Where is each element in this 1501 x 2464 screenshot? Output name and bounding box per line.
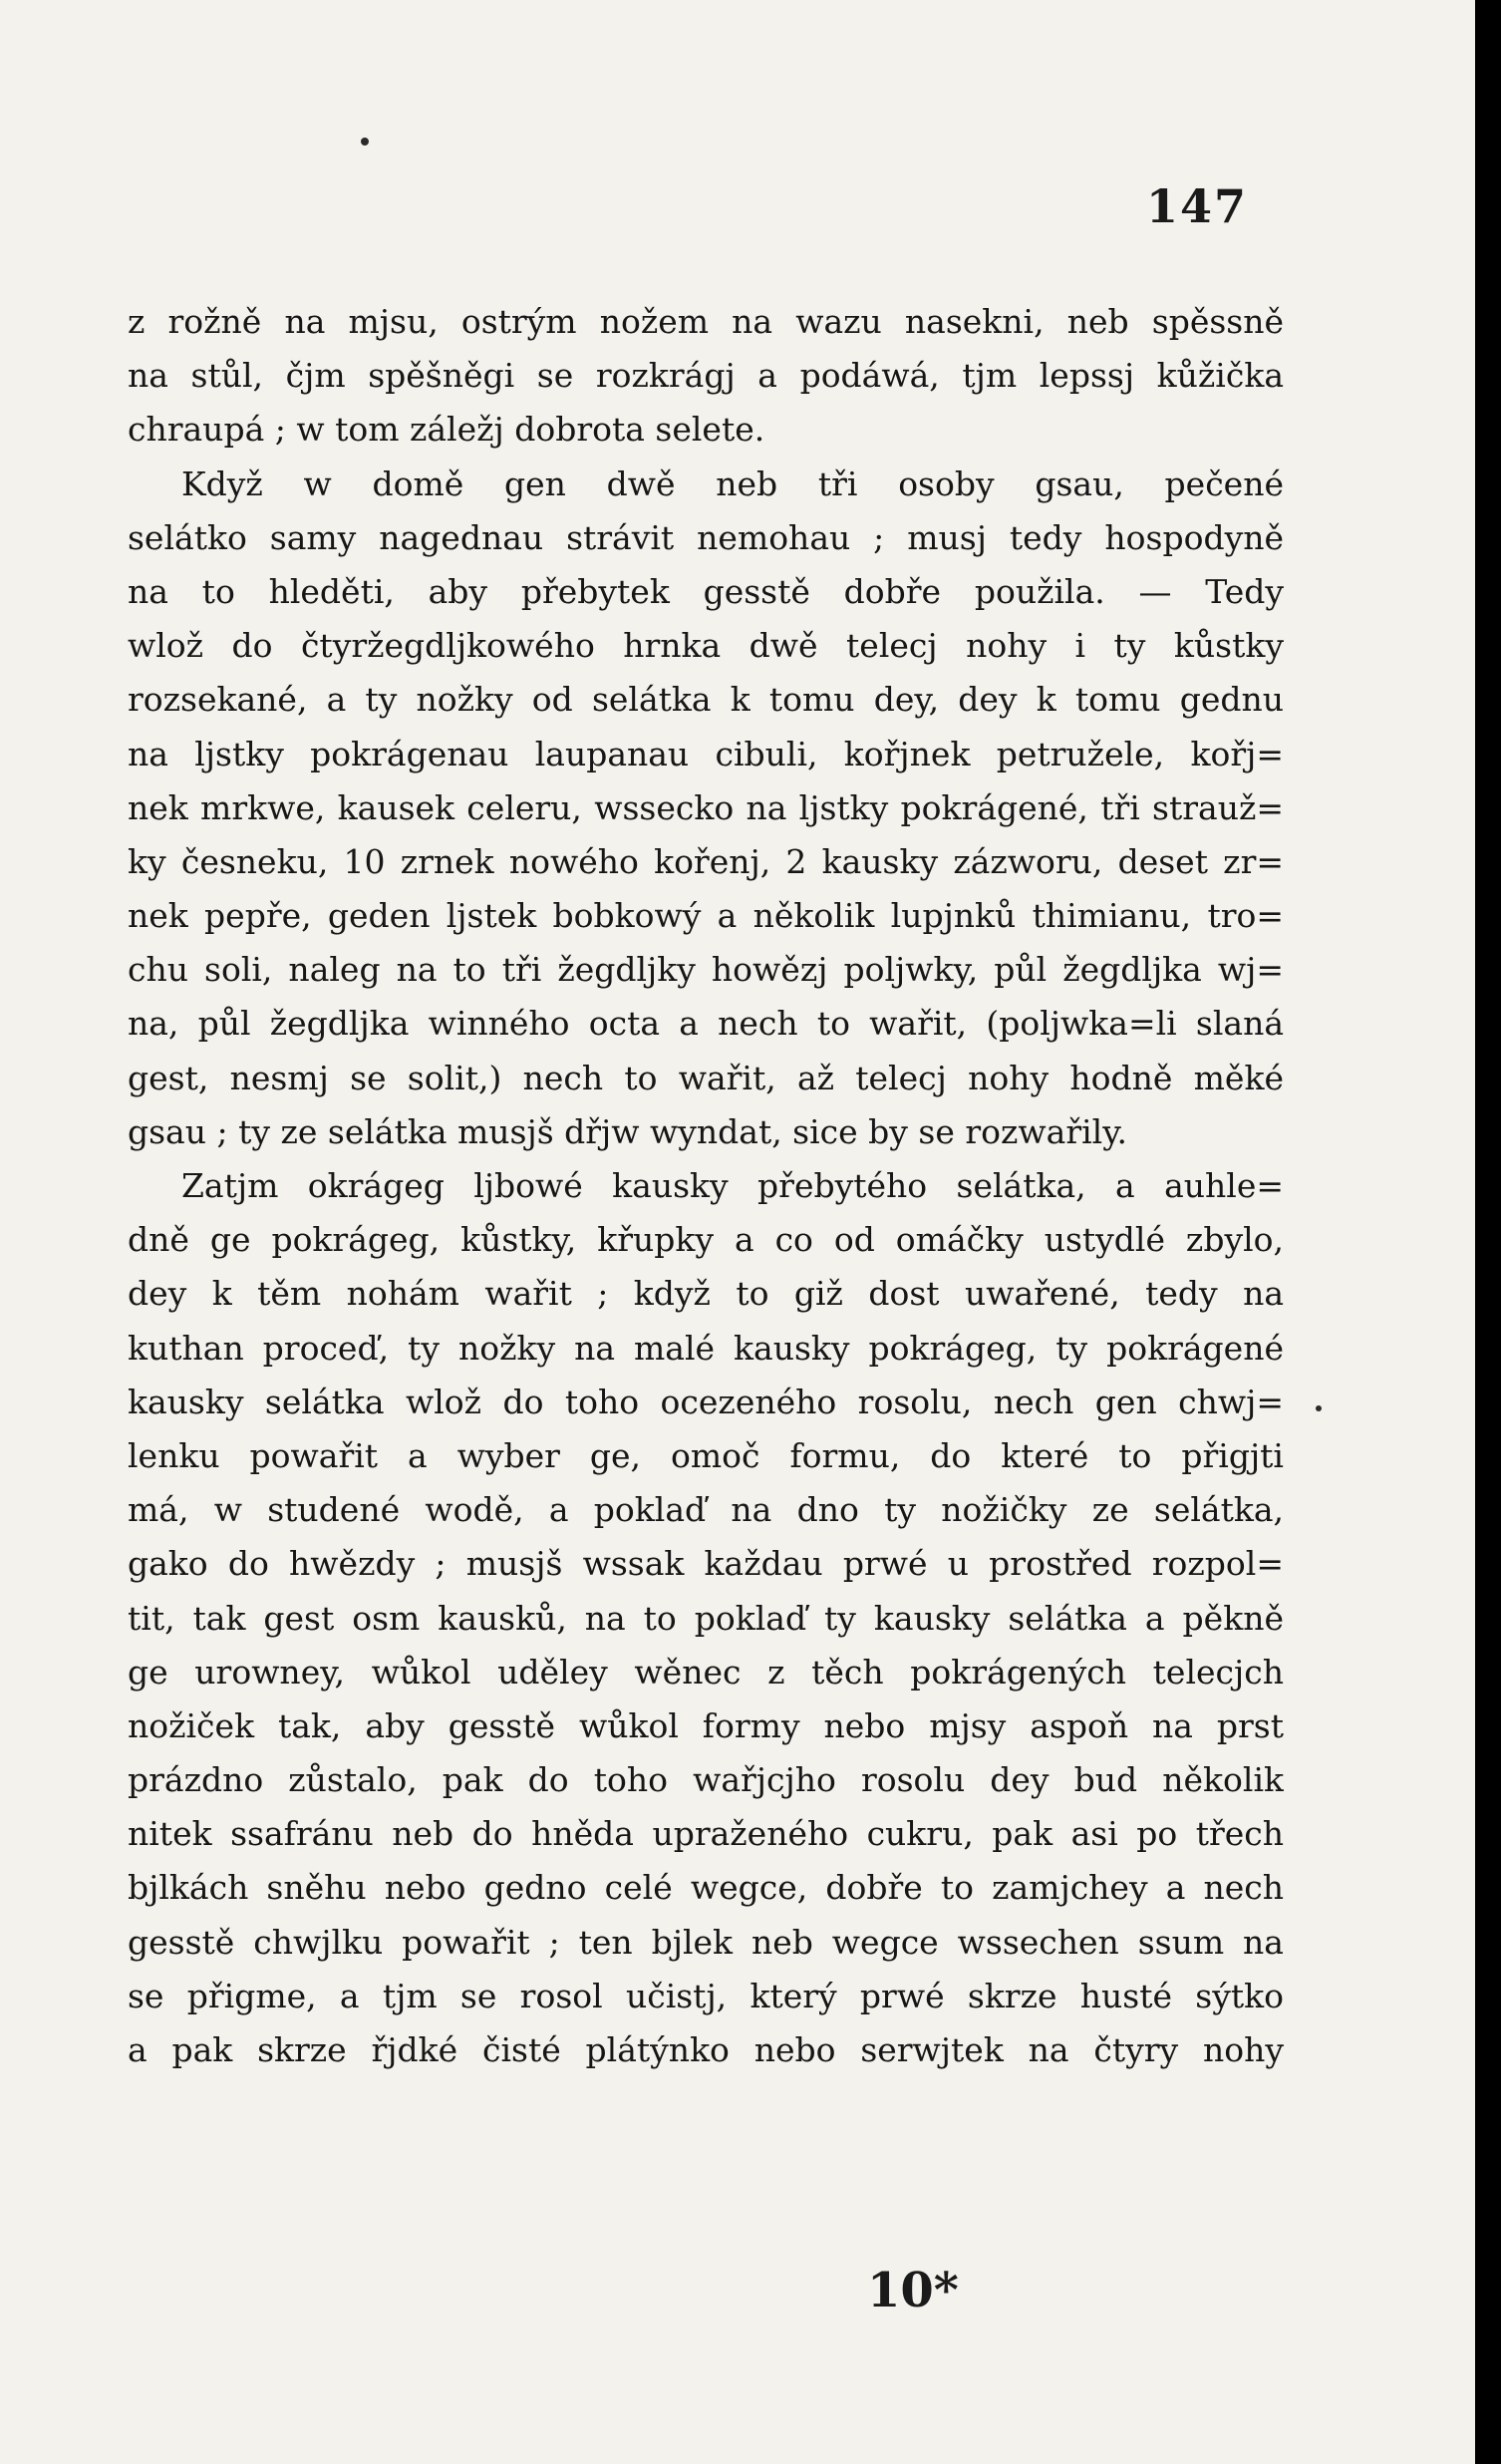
ink-speck: [1316, 1405, 1322, 1411]
text-line: nek pepře, geden ljstek bobkowý a několik lupjnků thimianu, tro=: [128, 896, 1284, 936]
text-line: nitek ssafránu neb do hněda upraženého cukru, pak asi po třech: [128, 1814, 1284, 1854]
text-line: nožiček tak, aby gesstě wůkol formy nebo mjsy aspoň na prst: [128, 1705, 1284, 1745]
text-line: kausky selátka wlož do toho ocezeného rosolu, nech gen chwj=: [128, 1382, 1284, 1421]
text-line: gest, nesmj se solit,) nech to wařit, až telecj nohy hodně měké: [128, 1058, 1284, 1097]
text-line: a pak skrze řjdké čisté plátýnko nebo serwjtek na čtyry nohy: [128, 2030, 1284, 2069]
ink-speck: [361, 138, 369, 146]
text-line: tit, tak gest osm kausků, na to poklaď ty kausky selátka a pěkně: [128, 1598, 1284, 1638]
text-line: wlož do čtyržegdljkowého hrnka dwě telecj nohy i ty kůstky: [128, 626, 1284, 666]
text-line: gako do hwězdy ; musjš wssak každau prwé u prostřed rozpol=: [128, 1544, 1284, 1584]
text-line: gsau ; ty ze selátka musjš dřjw wyndat, sice by se rozwařily.: [128, 1111, 1127, 1151]
text-line: na, půl žegdljka winného octa a nech to wařit, (poljwka=li slaná: [128, 1004, 1284, 1044]
text-line: na ljstky pokrágenau laupanau cibuli, kořjnek petružele, kořj=: [128, 734, 1284, 773]
body-text: [128, 295, 1284, 2077]
text-line: ky česneku, 10 zrnek nowého kořenj, 2 kausky zázworu, deset zr=: [128, 841, 1284, 881]
signature-mark: 10*: [867, 2263, 959, 2318]
text-line: má, w studené wodě, a poklaď na dno ty nožičky ze selátka,: [128, 1490, 1284, 1530]
text-line: chu soli, naleg na to tři žegdljky howězj poljwky, půl žegdljka wj=: [128, 950, 1284, 990]
text-line: Zatjm okrágeg ljbowé kausky přebytého selátka, a auhle=: [181, 1166, 1284, 1205]
page-number: 147: [1146, 179, 1249, 233]
text-line: z rožně na mjsu, ostrým nožem na wazu nasekni, neb spěssně: [128, 302, 1284, 341]
text-line: gesstě chwjlku powařit ; ten bjlek neb wegce wssechen ssum na: [128, 1922, 1284, 1962]
text-line: chraupá ; w tom záležj dobrota selete.: [128, 410, 765, 450]
text-line: selátko samy nagednau strávit nemohau ; musj tedy hospodyně: [128, 517, 1284, 557]
text-line: prázdno zůstalo, pak do toho wařjcjho rosolu dey bud několik: [128, 1760, 1284, 1800]
text-line: rozsekané, a ty nožky od selátka k tomu dey, dey k tomu gednu: [128, 680, 1284, 720]
text-line: kuthan proceď, ty nožky na malé kausky pokrágeg, ty pokrágené: [128, 1328, 1284, 1368]
text-line: dey k těm nohám wařit ; když to giž dost uwařené, tedy na: [128, 1274, 1284, 1314]
text-line: na to hleděti, aby přebytek gesstě dobře použila. — Tedy: [128, 571, 1284, 611]
text-line: bjlkách sněhu nebo gedno celé wegce, dobře to zamjchey a nech: [128, 1868, 1284, 1908]
text-line: na stůl, čjm spěšněgi se rozkrágj a podáwá, tjm lepssj kůžička: [128, 356, 1284, 396]
text-line: nek mrkwe, kausek celeru, wssecko na ljstky pokrágené, tři strauž=: [128, 787, 1284, 827]
text-line: dně ge pokrágeg, kůstky, křupky a co od omáčky ustydlé zbylo,: [128, 1220, 1284, 1260]
text-line: ge urowney, wůkol uděley wěnec z těch pokrágených telecjch: [128, 1652, 1284, 1692]
text-line: lenku powařit a wyber ge, omoč formu, do které to přigjti: [128, 1435, 1284, 1475]
text-line: se přigme, a tjm se rosol učistj, který prwé skrze husté sýtko: [128, 1976, 1284, 2015]
page-edge: [1475, 0, 1501, 2464]
text-line: Když w domě gen dwě neb tři osoby gsau, pečené: [181, 463, 1284, 503]
